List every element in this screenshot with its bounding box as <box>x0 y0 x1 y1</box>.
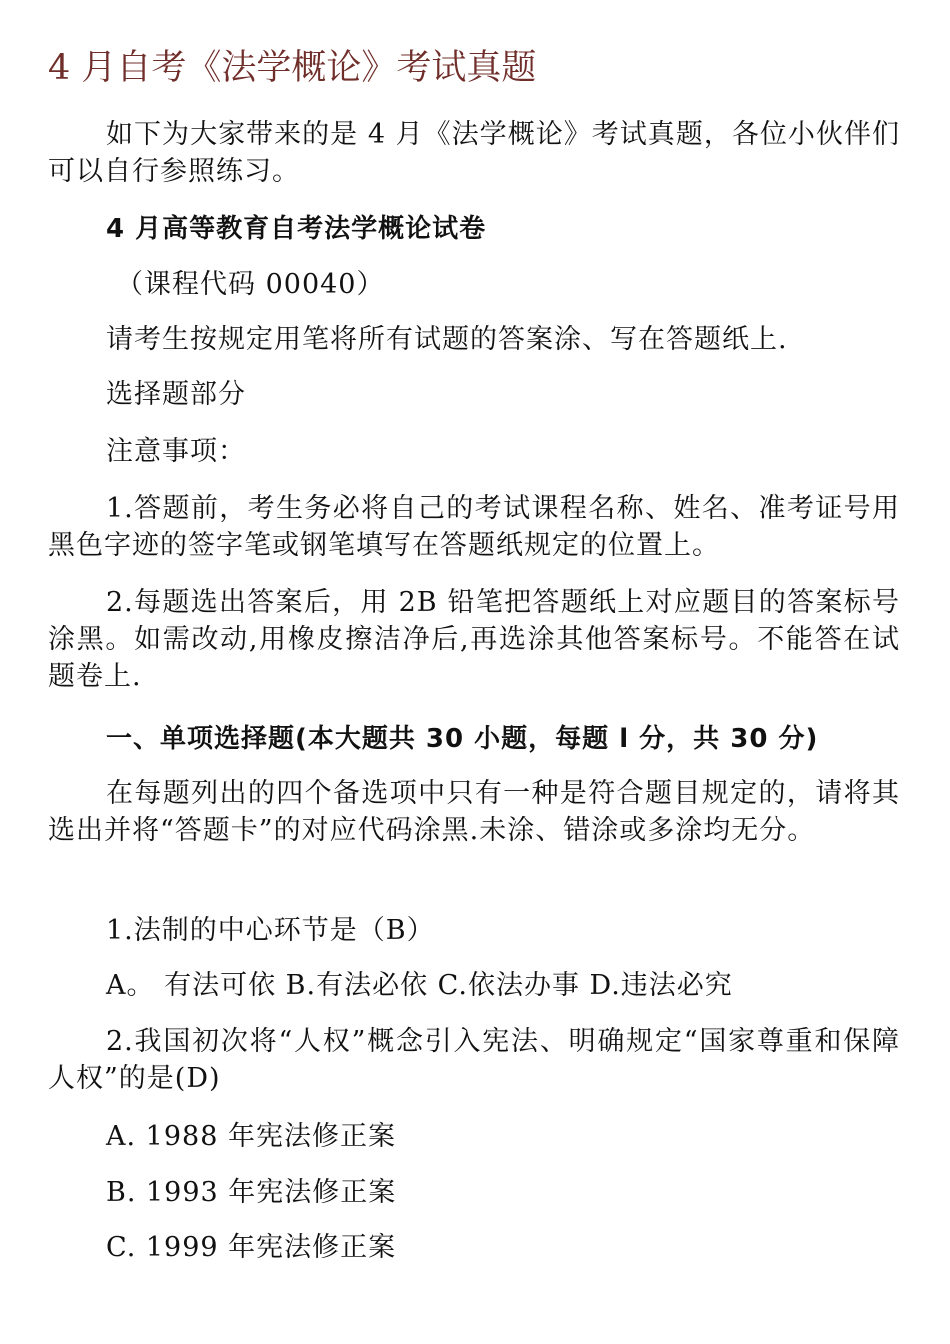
question-1-options: A。 有法可依 B.有法必依 C.依法办事 D.违法必究 <box>106 970 733 1001</box>
course-code: （课程代码 00040） <box>116 269 385 300</box>
question-1-stem: 1.法制的中心环节是（B） <box>106 915 435 946</box>
part-one-heading: 一、单项选择题(本大题共 30 小题，每题 l 分，共 30 分) <box>106 724 819 754</box>
note-1: 1.答题前，考生务必将自己的考试课程名称、姓名、准考证号用黑色字迹的签字笔或钢笔填写在答题纸规定的位置上。 <box>48 493 900 561</box>
paper-title: 4 月高等教育自考法学概论试卷 <box>106 214 487 244</box>
document-title: 4 月自考《法学概论》考试真题 <box>48 48 537 88</box>
question-2-option-a: A. 1988 年宪法修正案 <box>106 1121 396 1152</box>
intro-paragraph: 如下为大家带来的是 4 月《法学概论》考试真题，各位小伙伴们可以自行参照练习。 <box>48 119 900 187</box>
part-one-instruction: 在每题列出的四个备选项中只有一种是符合题目规定的，请将其选出并将“答题卡”的对应代码涂黑.未涂、错涂或多涂均无分。 <box>48 778 900 846</box>
question-2-option-c: C. 1999 年宪法修正案 <box>106 1232 397 1263</box>
notes-heading: 注意事项： <box>106 436 246 467</box>
note-2: 2.每题选出答案后，用 2B 铅笔把答题纸上对应题目的答案标号涂黑。如需改动,用橡皮擦洁净后,再选涂其他答案标号。不能答在试题卷上. <box>48 587 900 692</box>
question-2-option-b: B. 1993 年宪法修正案 <box>106 1177 397 1208</box>
answer-instruction: 请考生按规定用笔将所有试题的答案涂、写在答题纸上. <box>106 324 788 355</box>
section-choice-heading: 选择题部分 <box>106 379 246 410</box>
question-2-stem: 2.我国初次将“人权”概念引入宪法、明确规定“国家尊重和保障人权”的是(D) <box>48 1026 900 1094</box>
